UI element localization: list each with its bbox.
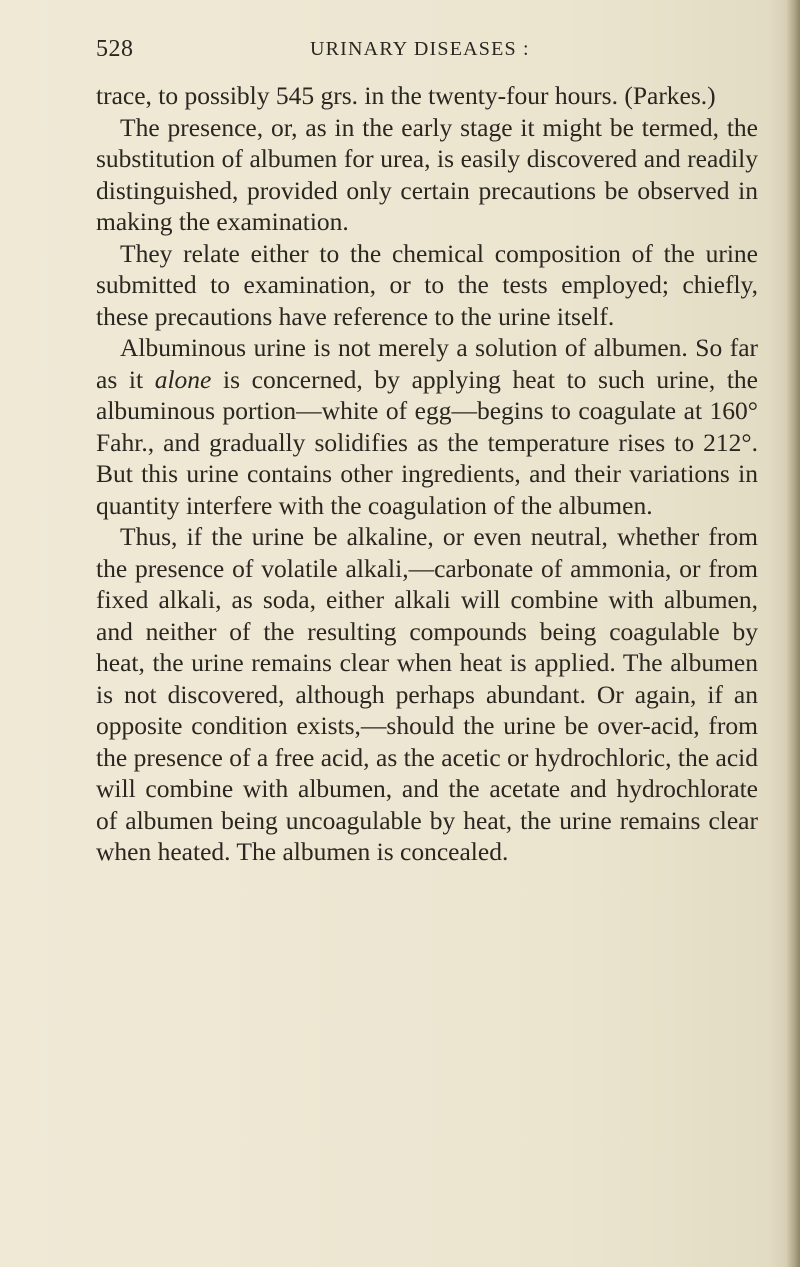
paragraph-alkaline: Thus, if the urine be alkaline, or even neutral, whether from the presence of volatile alkali,—carbonate of ammonia, or from fixed alkali, as soda, either alkali will combine with albumen, and neither of the resulting compounds being coagulable by heat, the urine remains clear when heat is applied. The albumen is not discovered, although perhaps abundant. Or again, if an opposite condition exists,—should the urine be over-acid, from the presence of a free acid, as the acetic or hydrochloric, the acid will combine with albumen, and the acetate and hydrochlorate of albumen being uncoagulable by heat, the urine remains clear when heated. The albumen is concealed.: [96, 522, 758, 866]
page-edge-shadow: [786, 0, 800, 1267]
albuminous-text-end: is concerned, by applying heat to such urine, the albuminous portion—white of egg—begins to coagulate at 160° Fahr., and gradually solidifies as the temperature rises to 212°. But this urine contains other ingredients, and their variations in quantity interfere with the coagulation of the albumen.: [96, 364, 758, 520]
page-number: 528: [96, 36, 134, 62]
page-header: [96, 36, 756, 70]
paragraph-continuation: trace, to possibly 545 grs. in the twenty-four hours. (Parkes.): [96, 81, 716, 110]
paragraph-albuminous-urine: [96, 332, 758, 521]
emphasis-alone: alone: [154, 364, 212, 394]
paragraph-presence: The presence, or, as in the early stage it might be termed, the substitution of albumen for urea, is easily discovered and readily distinguished, provided only certain precautions be observed in making the examination.: [96, 112, 758, 236]
running-head: URINARY DISEASES :: [310, 38, 530, 60]
body-text: [96, 80, 758, 868]
paragraph-precautions: They relate either to the chemical composition of the urine submitted to examination, or to the tests employed; chiefly, these precautions have reference to the urine itself.: [96, 238, 758, 331]
albuminous-text-start: Albuminous urine is not merely a solution of albumen. So far as it: [96, 333, 758, 394]
